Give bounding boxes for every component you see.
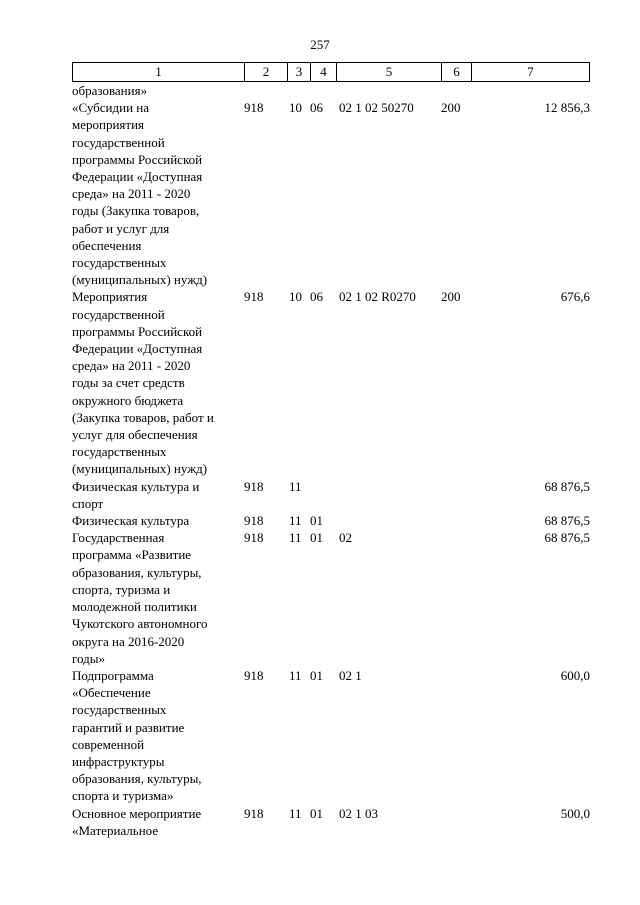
row-c2: 918 [244,805,264,821]
header-col-5: 5 [337,63,442,81]
table-row [72,805,592,839]
row-c2: 918 [244,478,264,494]
row-name: образования» [72,83,148,98]
row-c7: 500,0 [560,805,590,821]
row-c5: 02 1 [339,667,362,683]
header-col-6: 6 [442,63,472,81]
table-header [72,62,590,82]
row-c3: 10 [289,100,302,116]
row-c2: 918 [244,289,264,305]
table-body [72,82,592,839]
row-c7: 12 856,3 [544,100,590,116]
row-c3: 11 [289,478,302,494]
header-col-1: 1 [73,63,245,81]
row-c4: 01 [310,805,323,821]
table-row [72,667,592,805]
row-c2: 918 [244,513,264,529]
row-c3: 10 [289,289,302,305]
row-c5: 02 1 02 50270 [339,100,414,116]
row-c7: 600,0 [560,667,590,683]
table-row [72,288,592,477]
header-col-2: 2 [245,63,288,81]
row-c5: 02 1 02 R0270 [339,289,416,305]
row-c7: 68 876,5 [544,513,590,529]
row-name: Подпрограмма «Обеспечение государственных гарантий и развитие современной инфраструктуры образования, культуры, спорта и туризма» [72,667,202,804]
row-c2: 918 [244,667,264,683]
row-c7: 68 876,5 [544,530,590,546]
row-c5: 02 1 03 [339,805,378,821]
row-c5: 02 [339,530,352,546]
row-c2: 918 [244,100,264,116]
row-c6: 200 [441,289,461,305]
row-c3: 11 [289,513,302,529]
page-number: 257 [310,37,330,52]
row-c4: 01 [310,667,323,683]
row-c6: 200 [441,100,461,116]
row-name: Физическая культура и спорт [72,478,200,511]
row-c3: 11 [289,805,302,821]
table-row [72,99,592,288]
row-name: «Субсидии на мероприятия государственной программы Российской Федерации «Доступная среда» на 2011 - 2020 годы (Закупка товаров, работ и услуг для обеспечения государственных (муниципальных) нужд) [72,100,208,288]
row-c7: 676,6 [560,289,590,305]
row-name: Мероприятия государственной программы Российской Федерации «Доступная среда» на 2011 - 2020 годы за счет средств окружного бюджета (Закупка товаров, работ и услуг для обеспечения государственных (муниципальных) нужд) [72,289,214,477]
table-row [72,529,592,667]
table-row [72,478,592,512]
row-c7: 68 876,5 [544,478,590,494]
row-c3: 11 [289,667,302,683]
row-c4: 01 [310,513,323,529]
row-name: Физическая культура [72,513,190,529]
header-col-4: 4 [311,63,337,81]
row-name: Государственная программа «Развитие образования, культуры, спорта, туризма и молодежной политики Чукотского автономного округа на 2016-2020 годы» [72,530,208,666]
table-row [72,512,592,529]
row-c4: 06 [310,100,323,116]
header-col-7: 7 [527,64,534,79]
row-name: Основное мероприятие «Материальное [72,805,202,838]
row-c2: 918 [244,530,264,546]
table-row [72,82,592,99]
row-c3: 11 [289,530,302,546]
row-c4: 06 [310,289,323,305]
header-col-3: 3 [288,63,311,81]
row-c4: 01 [310,530,323,546]
